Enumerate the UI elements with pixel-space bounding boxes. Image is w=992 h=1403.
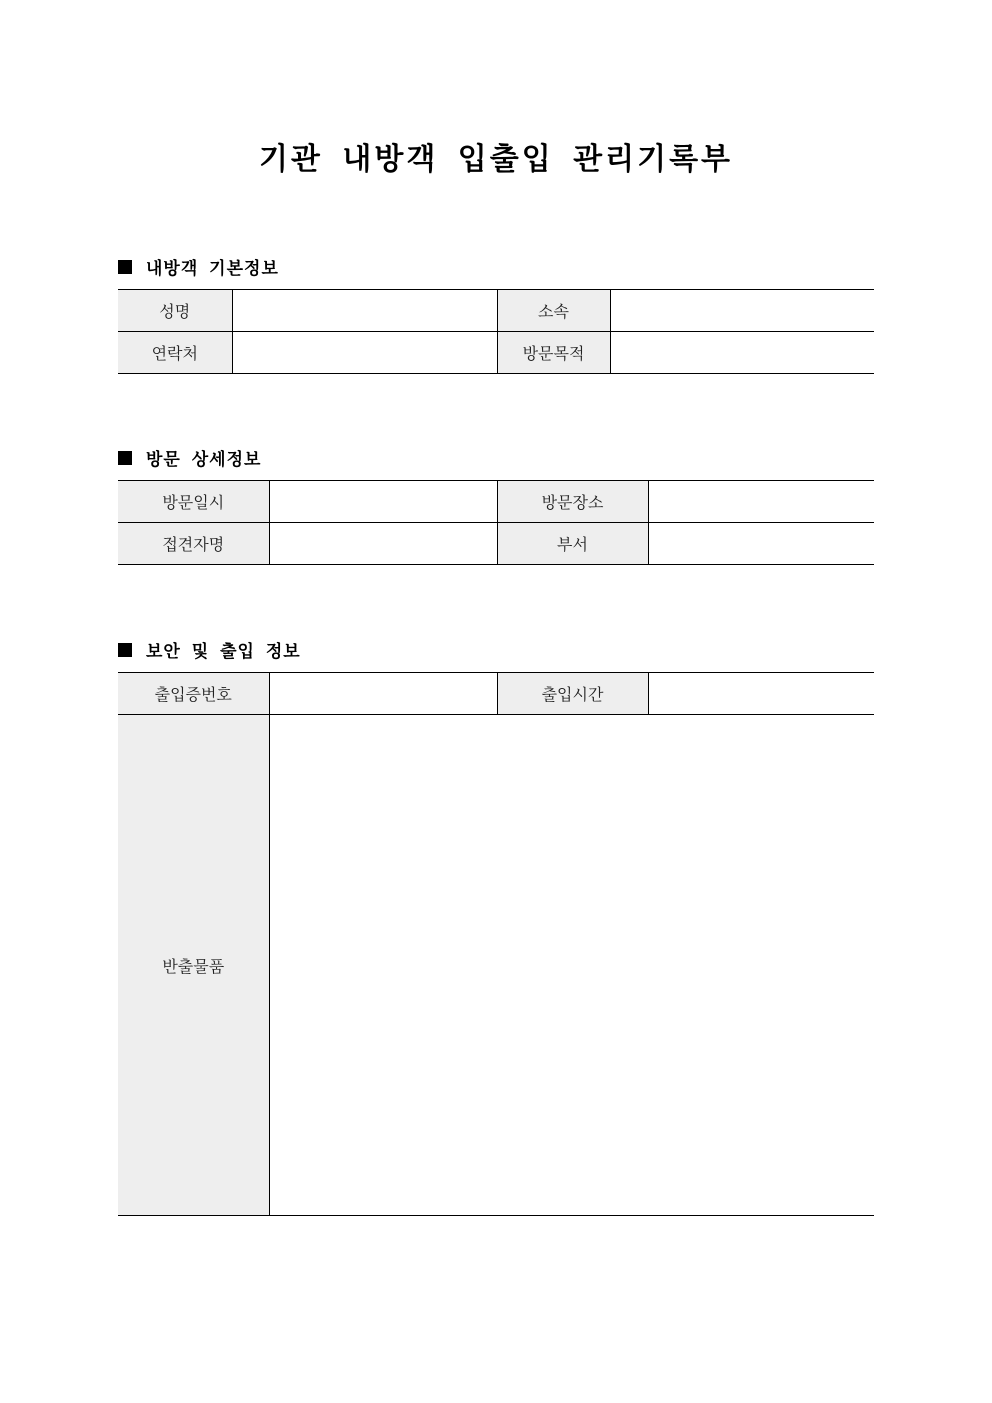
label-host-name: 접견자명 bbox=[118, 523, 269, 565]
field-visit-datetime[interactable] bbox=[269, 481, 497, 523]
section-heading-visit-details bbox=[118, 445, 261, 470]
label-carried-out-items: 반출물품 bbox=[118, 715, 269, 1216]
document-title: 기관 내방객 입출입 관리기록부 bbox=[258, 142, 734, 177]
field-name[interactable] bbox=[232, 290, 497, 332]
section-heading-visitor-info bbox=[118, 254, 279, 279]
table-row bbox=[118, 481, 874, 523]
label-entry-time: 출입시간 bbox=[497, 673, 648, 715]
table-row bbox=[118, 523, 874, 565]
table-row bbox=[118, 715, 874, 1216]
label-department: 부서 bbox=[497, 523, 648, 565]
label-visit-datetime: 방문일시 bbox=[118, 481, 269, 523]
square-bullet-icon bbox=[118, 451, 132, 465]
section-heading-security-access bbox=[118, 637, 301, 662]
label-affiliation: 소속 bbox=[497, 290, 610, 332]
square-bullet-icon bbox=[118, 260, 132, 274]
section-heading-label: 보안 및 출입 정보 bbox=[146, 642, 301, 662]
section-heading-label: 내방객 기본정보 bbox=[146, 259, 279, 279]
field-department[interactable] bbox=[648, 523, 874, 565]
field-affiliation[interactable] bbox=[610, 290, 874, 332]
label-visit-place: 방문장소 bbox=[497, 481, 648, 523]
field-contact[interactable] bbox=[232, 332, 497, 374]
field-visit-purpose[interactable] bbox=[610, 332, 874, 374]
label-contact: 연락처 bbox=[118, 332, 232, 374]
field-pass-number[interactable] bbox=[269, 673, 497, 715]
label-name: 성명 bbox=[118, 290, 232, 332]
field-host-name[interactable] bbox=[269, 523, 497, 565]
label-pass-number: 출입증번호 bbox=[118, 673, 269, 715]
field-carried-out-items[interactable] bbox=[269, 715, 874, 1216]
table-row bbox=[118, 673, 874, 715]
visitor-info-table bbox=[118, 289, 874, 374]
field-entry-time[interactable] bbox=[648, 673, 874, 715]
security-access-table bbox=[118, 672, 874, 1216]
field-visit-place[interactable] bbox=[648, 481, 874, 523]
label-visit-purpose: 방문목적 bbox=[497, 332, 610, 374]
table-row bbox=[118, 290, 874, 332]
section-heading-label: 방문 상세정보 bbox=[146, 450, 262, 470]
square-bullet-icon bbox=[118, 643, 132, 657]
visit-details-table bbox=[118, 480, 874, 565]
table-row bbox=[118, 332, 874, 374]
